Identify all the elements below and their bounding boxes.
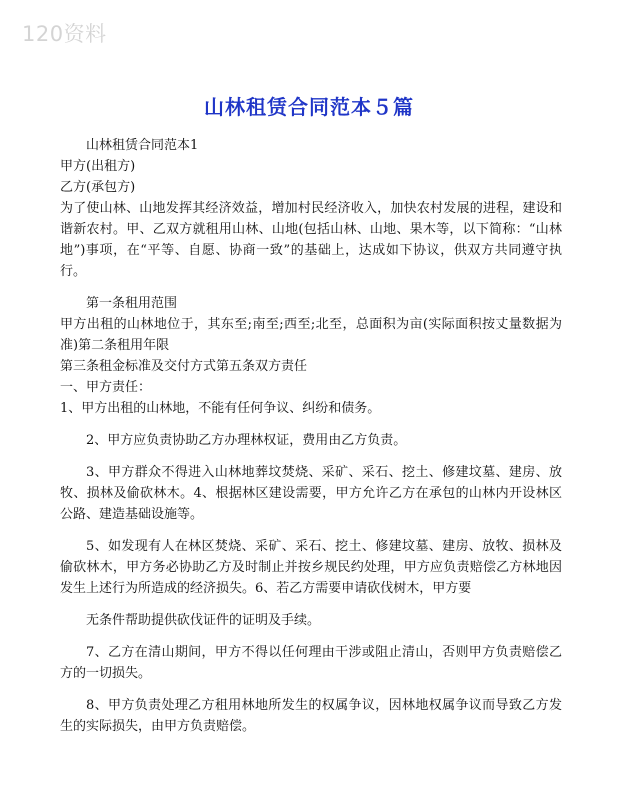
paragraph: 甲方出租的山林地位于，其东至;南至;西至;北至，总面积为亩(实际面积按丈量数据为准)第二条租用年限 — [60, 317, 562, 353]
paragraph: 一、甲方责任： — [60, 380, 152, 395]
paragraph: 第一条租用范围 — [86, 296, 178, 311]
paragraph: 为了使山林、山地发挥其经济效益，增加村民经济收入，加快农村发展的进程，建设和谐新农村。甲、乙双方就租用山林、山地(包括山林、山地、果木等，以下简称：“山林地”)事项，在“平等、自愿、协商一致”的基础上，达成如下协议，供双方共同遵守执行。 — [60, 201, 562, 279]
paragraph: 乙方(承包方) — [60, 180, 136, 195]
document-body — [60, 135, 562, 737]
paragraph: 无条件帮助提供砍伐证件的证明及手续。 — [86, 613, 321, 628]
paragraph: 8、甲方负责处理乙方租用林地所发生的权属争议，因林地权属争议而导致乙方发生的实际损失，由甲方负责赔偿。 — [60, 698, 562, 734]
watermark: 120资料 — [22, 22, 107, 46]
paragraph: 5、如发现有人在林区焚烧、采矿、采石、挖土、修建坟墓、建房、放牧、损林及偷砍林木，甲方务必协助乙方及时制止并按乡规民约处理，甲方应负责赔偿乙方林地因发生上述行为所造成的经济损失。6、若乙方需要申请砍伐树木，甲方要 — [60, 539, 562, 596]
paragraph: 山林租赁合同范本1 — [86, 138, 199, 153]
paragraph: 甲方(出租方) — [60, 159, 136, 174]
paragraph: 第三条租金标准及交付方式第五条双方责任 — [60, 359, 308, 374]
document-title: 山林租赁合同范本５篇 — [204, 95, 414, 119]
paragraph: 2、甲方应负责协助乙方办理林权证，费用由乙方负责。 — [86, 433, 407, 448]
paragraph: 3、甲方群众不得进入山林地葬坟焚烧、采矿、采石、挖土、修建坟墓、建房、放牧、损林及偷砍林木。4、根据林区建设需要，甲方允许乙方在承包的山林内开设林区公路、建造基础设施等。 — [60, 465, 562, 522]
paragraph: 1、甲方出租的山林地，不能有任何争议、纠纷和债务。 — [60, 401, 381, 416]
paragraph: 7、乙方在清山期间，甲方不得以任何理由干涉或阻止清山，否则甲方负责赔偿乙方的一切损失。 — [60, 645, 562, 681]
